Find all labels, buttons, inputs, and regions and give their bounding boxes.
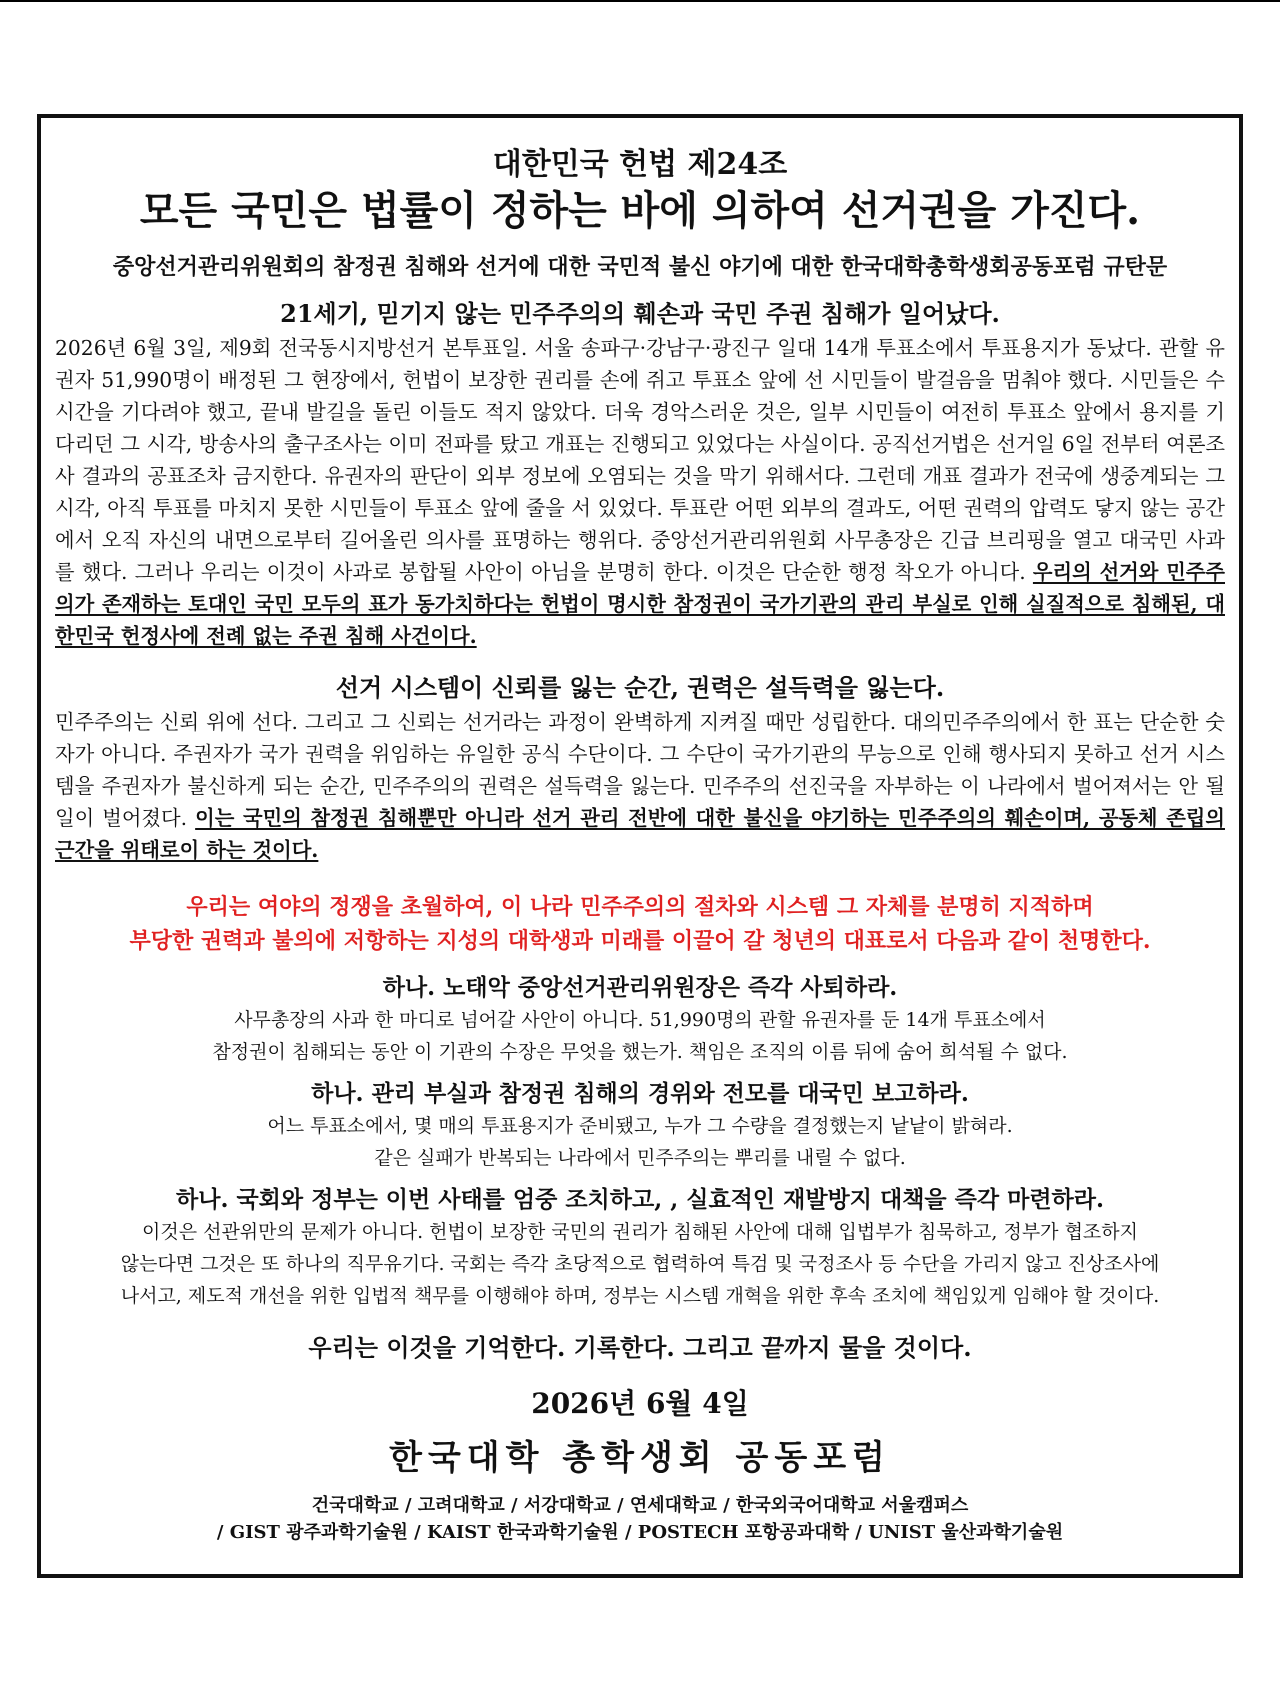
demand-1-line-2: 참정권이 침해되는 동안 이 기관의 수장은 무엇을 했는가. 책임은 조직의 이름 뒤에 숨어 희석될 수 없다. <box>212 1041 1068 1063</box>
section2-emphasis: 이는 국민의 참정권 침해뿐만 아니라 선거 관리 전반에 대한 불신을 야기하는 민주주의의 훼손이며, 공동체 존립의 근간을 위태로이 하는 것이다. <box>55 806 1225 862</box>
member-universities-line-2: / GIST 광주과학기술원 / KAIST 한국과학기술원 / POSTECH 포항공과대학 / UNIST 울산과학기술원 <box>216 1522 1064 1543</box>
demand-3-line-2: 않는다면 그것은 또 하나의 직무유기다. 국회는 즉각 초당적으로 협력하여 특검 및 국정조사 등 수단을 가리지 않고 진상조사에 <box>120 1253 1160 1275</box>
statement-frame <box>37 114 1243 1578</box>
section1-emphasis: 우리의 선거와 민주주의가 존재하는 토대인 국민 모두의 표가 동가치하다는 헌법이 명시한 참정권이 국가기관의 관리 부실로 인해 실질적으로 침해된, 대한민국 헌정사에 전례 없는 주권 침해 사건이다. <box>55 560 1225 648</box>
article-text: 모든 국민은 법률이 정하는 바에 의하여 선거권을 가진다. <box>139 187 1141 234</box>
member-universities-line-1: 건국대학교 / 고려대학교 / 서강대학교 / 연세대학교 / 한국외국어대학교 서울캠퍼스 <box>311 1495 969 1516</box>
section2-body: 민주주의는 신뢰 위에 선다. 그리고 그 신뢰는 선거라는 과정이 완벽하게 지켜질 때만 성립한다. 대의민주주의에서 한 표는 단순한 숫자가 아니다. 주권자가 국가 권력을 위임하는 유일한 공식 수단이다. 그 수단이 국가기관의 무능으로 인해 행사되지 못하고 선거 시스템을 주권자가 불신하게 되는 순간, 민주주의의 권력은 설득력을 잃는다. 민주주의 선진국을 자부하는 이 나라에서 벌어져서는 안 될 일이 벌어졌다. <box>55 710 1225 830</box>
demand-3-heading: 하나. 국회와 정부는 이번 사태를 엄중 조치하고, , 실효적인 재발방지 대책을 즉각 마련하라. <box>176 1186 1104 1213</box>
top-rule <box>0 0 1280 2</box>
demand-3-line-1: 이것은 선관위만의 문제가 아니다. 헌법이 보장한 국민의 권리가 침해된 사안에 대해 입법부가 침묵하고, 정부가 협조하지 <box>142 1221 1138 1243</box>
article-number: 대한민국 헌법 제24조 <box>492 147 788 182</box>
organization-name: 한국대학 총학생회 공동포럼 <box>389 1438 891 1478</box>
section1-heading: 21세기, 믿기지 않는 민주주의의 훼손과 국민 주권 침해가 일어났다. <box>280 299 1000 328</box>
declaration-block <box>55 890 1225 958</box>
demand-1-heading: 하나. 노태악 중앙선거관리위원장은 즉각 사퇴하라. <box>382 974 898 1001</box>
demand-2-line-1: 어느 투표소에서, 몇 매의 투표용지가 준비됐고, 누가 그 수량을 결정했는지 낱낱이 밝혀라. <box>267 1115 1013 1137</box>
demand-3 <box>55 1184 1225 1312</box>
demand-2 <box>55 1078 1225 1174</box>
declaration-line-1: 우리는 여야의 정쟁을 초월하여, 이 나라 민주주의의 절차와 시스템 그 자체를 분명히 지적하며 <box>186 894 1094 920</box>
closing-statement: 우리는 이것을 기억한다. 기록한다. 그리고 끝까지 물을 것이다. <box>308 1333 972 1362</box>
demand-3-line-3: 나서고, 제도적 개선을 위한 입법적 책무를 이행해야 하며, 정부는 시스템 개혁을 위한 후속 조치에 책임있게 임해야 할 것이다. <box>120 1285 1160 1307</box>
section2-paragraph <box>55 706 1225 866</box>
demand-1 <box>55 972 1225 1068</box>
section1-body: 2026년 6월 3일, 제9회 전국동시지방선거 본투표일. 서울 송파구·강남구·광진구 일대 14개 투표소에서 투표용지가 동났다. 관할 유권자 51,990명이 배정된 그 현장에서, 헌법이 보장한 권리를 손에 쥐고 투표소 앞에 선 시민들이 발걸음을 멈춰야 했다. 시민들은 수 시간을 기다려야 했고, 끝내 발길을 돌린 이들도 적지 않았다. 더욱 경악스러운 것은, 일부 시민들이 여전히 투표소 앞에서 용지를 기다리던 그 시각, 방송사의 출구조사는 이미 전파를 탔고 개표는 진행되고 있었다는 사실이다. 공직선거법은 선거일 6일 전부터 여론조사 결과의 공표조차 금지한다. 유권자의 판단이 외부 정보에 오염되는 것을 막기 위해서다. 그런데 개표 결과가 전국에 생중계되는 그 시각, 아직 투표를 마치지 못한 시민들이 투표소 앞에 줄을 서 있었다. 투표란 어떤 외부의 결과도, 어떤 권력의 압력도 닿지 않는 공간에서 오직 자신의 내면으로부터 길어올린 의사를 표명하는 행위다. 중앙선거관리위원회 사무총장은 긴급 브리핑을 열고 대국민 사과를 했다. 그러나 우리는 이것이 사과로 봉합될 사안이 아님을 분명히 한다. 이것은 단순한 행정 착오가 아니다. <box>55 336 1225 584</box>
statement-subtitle: 중앙선거관리위원회의 참정권 침해와 선거에 대한 국민적 불신 야기에 대한 한국대학총학생회공동포럼 규탄문 <box>112 254 1168 280</box>
demand-2-heading: 하나. 관리 부실과 참정권 침해의 경위와 전모를 대국민 보고하라. <box>311 1080 969 1107</box>
statement-date: 2026년 6월 4일 <box>531 1387 749 1420</box>
section2-heading: 선거 시스템이 신뢰를 잃는 순간, 권력은 설득력을 잃는다. <box>335 673 945 702</box>
section1-paragraph <box>55 332 1225 652</box>
declaration-line-2: 부당한 권력과 불의에 저항하는 지성의 대학생과 미래를 이끌어 갈 청년의 대표로서 다음과 같이 천명한다. <box>129 928 1151 954</box>
demand-1-line-1: 사무총장의 사과 한 마디로 넘어갈 사안이 아니다. 51,990명의 관할 유권자를 둔 14개 투표소에서 <box>234 1009 1046 1031</box>
demand-2-line-2: 같은 실패가 반복되는 나라에서 민주주의는 뿌리를 내릴 수 없다. <box>374 1147 906 1169</box>
